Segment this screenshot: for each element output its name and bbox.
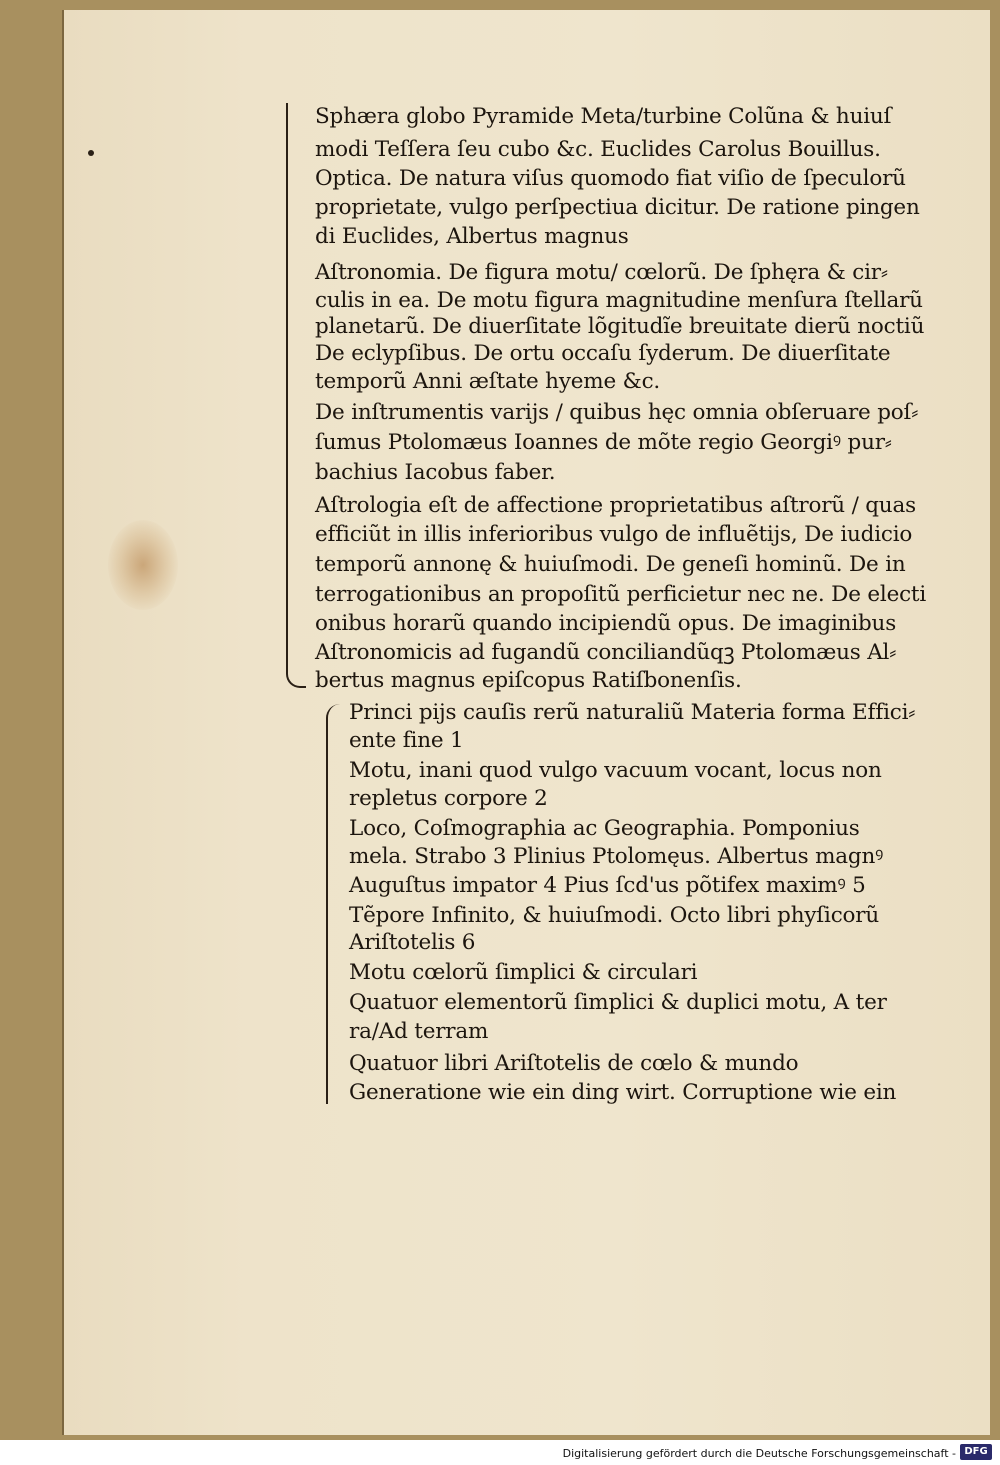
text-line: Quatuor libri Ariſtotelis de cœlo & mundo <box>349 1051 799 1076</box>
text-line: planetarũ. De diuerſitate lõgitudĩe breuitate dierũ noctiũ <box>315 314 925 339</box>
paper-stain <box>108 520 178 610</box>
text-line: Princi pijs cauſis rerũ naturaliũ Materia forma Effici⸗ <box>349 700 916 725</box>
text-line: Ariſtotelis 6 <box>349 930 476 955</box>
text-line: modi Teſſera ſeu cubo &c. Euclides Carolus Bouillus. <box>315 137 881 162</box>
text-line: De inſtrumentis varijs / quibus hęc omnia obſeruare poſ⸗ <box>315 400 919 425</box>
text-line: proprietate, vulgo perſpectiua dicitur. De ratione pingen <box>315 195 920 220</box>
text-line: temporũ annonę & huiuſmodi. De geneſi hominũ. De in <box>315 552 906 577</box>
text-line: ra/Ad terram <box>349 1019 489 1044</box>
text-line: Sphæra globo Pyramide Meta/turbine Colũna & huiuſ <box>315 104 892 129</box>
text-line: ente fine 1 <box>349 728 464 753</box>
brace-lower <box>326 704 342 1104</box>
text-line: bertus magnus epiſcopus Ratiſbonenſis. <box>315 668 742 693</box>
text-line: bachius Iacobus faber. <box>315 460 556 485</box>
text-line: culis in ea. De motu figura magnitudine menſura ſtellarũ <box>315 288 923 313</box>
text-line: Aſtronomia. De figura motu/ cœlorũ. De ſphęra & cir⸗ <box>315 260 888 285</box>
text-line: terrogationibus an propoſitũ perficietur nec ne. De electi <box>315 582 927 607</box>
text-line: Tẽpore Infinito, & huiuſmodi. Octo libri phyſicorũ <box>349 903 880 928</box>
text-line: repletus corpore 2 <box>349 786 548 811</box>
text-line: Aſtrologia eſt de affectione proprietatibus aſtrorũ / quas <box>315 493 916 518</box>
text-line: Motu cœlorũ ſimplici & circulari <box>349 960 698 985</box>
text-line: Quatuor elementorũ ſimplici & duplici motu, A ter <box>349 990 887 1015</box>
text-line: Optica. De natura viſus quomodo fiat viſio de ſpeculorũ <box>315 166 906 191</box>
text-line: Loco, Coſmographia ac Geographia. Pomponius <box>349 816 860 841</box>
text-line: Auguſtus impator 4 Pius ſcd'us põtifex maximꝰ 5 <box>349 873 866 898</box>
text-line: temporũ Anni æſtate hyeme &c. <box>315 369 661 394</box>
footer-credit: Digitalisierung gefördert durch die Deutsche Forschungsgemeinschaft - <box>562 1447 956 1460</box>
brace-upper <box>286 103 300 668</box>
text-line: Generatione wie ein ding wirt. Corruptione wie ein <box>349 1080 897 1105</box>
ink-dot <box>88 150 94 156</box>
text-line: Aſtronomicis ad fugandũ conciliandũqꝫ Ptolomæus Al⸗ <box>315 640 897 665</box>
text-line: onibus horarũ quando incipiendũ opus. De imaginibus <box>315 611 897 636</box>
text-line: De eclypſibus. De ortu occaſu ſyderum. De diuerſitate <box>315 341 891 366</box>
text-line: ſumus Ptolomæus Ioannes de mõte regio Georgiꝰ pur⸗ <box>315 430 892 455</box>
text-line: mela. Strabo 3 Plinius Ptolomęus. Albertus magnꝰ <box>349 844 884 869</box>
dfg-logo[interactable]: DFG <box>960 1444 992 1460</box>
text-line: Motu, inani quod vulgo vacuum vocant, locus non <box>349 758 882 783</box>
text-line: efficiũt in illis inferioribus vulgo de influẽtijs, De iudicio <box>315 522 913 547</box>
text-line: di Euclides, Albertus magnus <box>315 224 629 249</box>
